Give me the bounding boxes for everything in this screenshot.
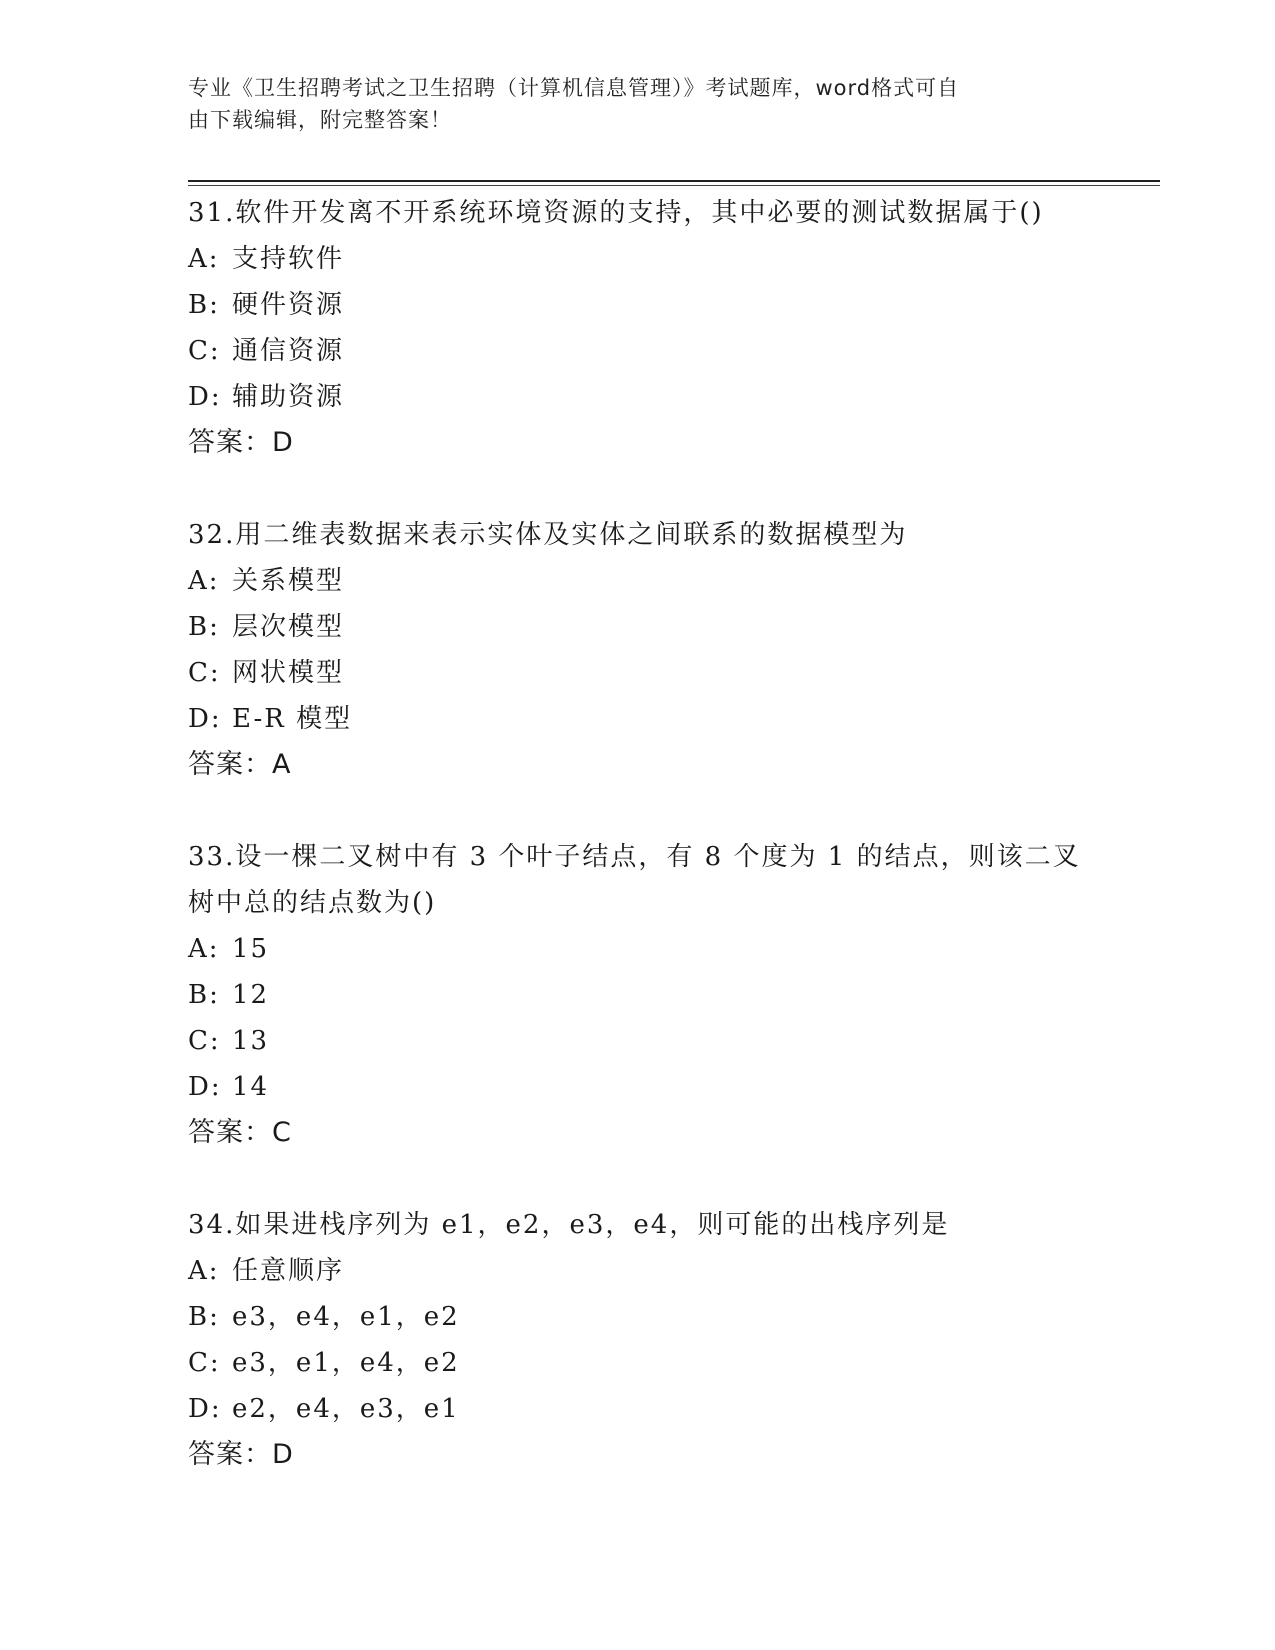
intro-line-2: 由下载编辑，附完整答案！	[188, 108, 452, 132]
option-text: 网状模型	[232, 658, 345, 688]
option-text: e3，e4，e1，e2	[232, 1302, 460, 1332]
option-text: 13	[232, 1026, 270, 1056]
option-d	[188, 374, 1088, 420]
option-label: B:	[188, 290, 220, 320]
intro-line-1: 专业《卫生招聘考试之卫生招聘（计算机信息管理）》考试题库，word格式可自	[188, 76, 960, 100]
option-c	[188, 1340, 1088, 1386]
question-list	[188, 190, 1088, 1478]
option-label: D:	[188, 1072, 222, 1102]
option-c	[188, 650, 1088, 696]
option-a	[188, 926, 1088, 972]
option-label: A:	[188, 934, 220, 964]
option-text: 关系模型	[232, 566, 345, 596]
option-b	[188, 282, 1088, 328]
question-33	[188, 834, 1088, 1156]
question-stem-line-1: 33.设一棵二叉树中有 3 个叶子结点，有 8 个度为 1 的结点，则该二叉	[188, 842, 1081, 872]
header-divider-thick	[188, 180, 1160, 182]
option-label: A:	[188, 1256, 220, 1286]
option-a	[188, 1248, 1088, 1294]
option-label: A:	[188, 244, 220, 274]
question-32	[188, 512, 1088, 788]
option-label: C:	[188, 1348, 221, 1378]
question-spacer	[188, 788, 1088, 834]
question-spacer	[188, 1156, 1088, 1202]
option-b	[188, 972, 1088, 1018]
option-label: C:	[188, 336, 221, 366]
option-text: 支持软件	[232, 244, 345, 274]
option-text: 15	[232, 934, 270, 964]
option-label: B:	[188, 1302, 220, 1332]
option-label: B:	[188, 612, 220, 642]
question-31	[188, 190, 1088, 466]
option-text: 14	[232, 1072, 270, 1102]
option-label: D:	[188, 382, 222, 412]
option-b	[188, 604, 1088, 650]
option-b	[188, 1294, 1088, 1340]
option-label: D:	[188, 704, 222, 734]
option-a	[188, 558, 1088, 604]
option-label: C:	[188, 1026, 221, 1056]
option-d	[188, 1064, 1088, 1110]
option-text: E-R 模型	[232, 704, 353, 734]
option-text: 层次模型	[232, 612, 345, 642]
option-a	[188, 236, 1088, 282]
option-label: C:	[188, 658, 221, 688]
option-d	[188, 1386, 1088, 1432]
option-text: 硬件资源	[232, 290, 345, 320]
answer: 答案：D	[188, 427, 294, 458]
option-d	[188, 696, 1088, 742]
option-text: 12	[232, 980, 270, 1010]
option-label: A:	[188, 566, 220, 596]
option-c	[188, 328, 1088, 374]
answer: 答案：A	[188, 749, 292, 780]
header-divider-thin	[188, 185, 1160, 186]
question-spacer	[188, 466, 1088, 512]
answer: 答案：D	[188, 1439, 294, 1470]
option-text: e2，e4，e3，e1	[232, 1394, 460, 1424]
question-34	[188, 1202, 1088, 1478]
option-label: D:	[188, 1394, 222, 1424]
document-intro	[188, 72, 1088, 136]
option-text: 任意顺序	[232, 1256, 345, 1286]
option-text: 通信资源	[232, 336, 345, 366]
question-stem: 31.软件开发离不开系统环境资源的支持，其中必要的测试数据属于()	[188, 198, 1044, 228]
option-label: B:	[188, 980, 220, 1010]
question-stem: 34.如果进栈序列为 e1，e2，e3，e4，则可能的出栈序列是	[188, 1210, 950, 1240]
option-c	[188, 1018, 1088, 1064]
answer: 答案：C	[188, 1117, 292, 1148]
question-stem: 32.用二维表数据来表示实体及实体之间联系的数据模型为	[188, 520, 908, 550]
option-text: 辅助资源	[232, 382, 345, 412]
question-stem-line-2: 树中总的结点数为()	[188, 888, 437, 918]
option-text: e3，e1，e4，e2	[232, 1348, 460, 1378]
